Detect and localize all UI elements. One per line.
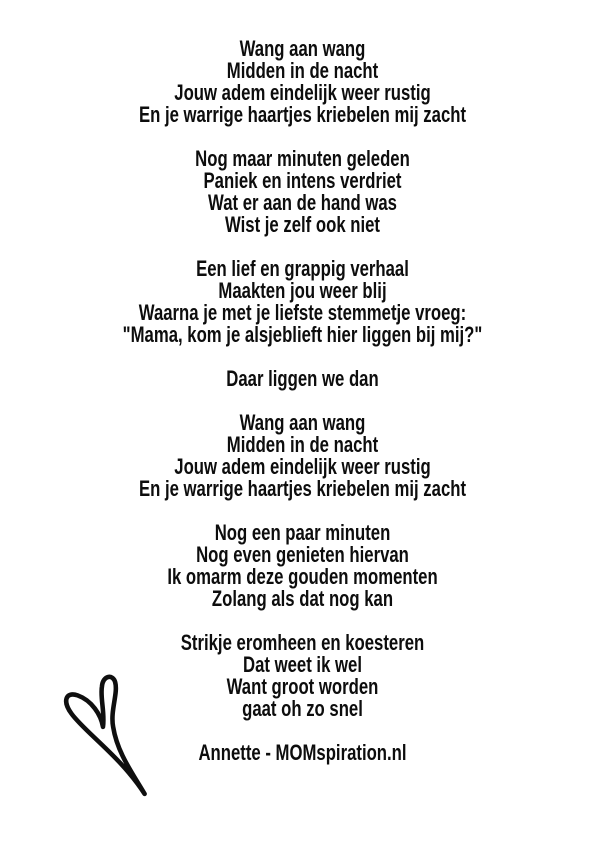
- poem-line: Wat er aan de hand was: [208, 190, 397, 215]
- signature-line: Annette - MOMspiration.nl: [198, 740, 407, 765]
- poem-line: Strikje eromheen en koesteren: [180, 630, 425, 655]
- poem-line: Een lief en grappig verhaal: [196, 256, 409, 281]
- poem-stanza-1: [73, 38, 533, 126]
- poem-line: Jouw adem eindelijk weer rustig: [174, 454, 431, 479]
- poem-line: Wang aan wang: [239, 410, 366, 435]
- poem-line: Want groot worden: [226, 674, 379, 699]
- poem-line: En je warrige haartjes kriebelen mij zacht: [138, 476, 467, 501]
- poem-line: Zolang als dat nog kan: [211, 586, 394, 611]
- poem-line: Daar liggen we dan: [226, 366, 379, 391]
- poem-line: Ik omarm deze gouden momenten: [167, 564, 438, 589]
- poem-line: gaat oh zo snel: [242, 696, 363, 721]
- poem-line: Nog even genieten hiervan: [196, 542, 409, 567]
- poem-stanza-6: [73, 522, 533, 610]
- poem: [73, 38, 533, 764]
- poem-line: "Mama, kom je alsjeblieft hier liggen bij mij?": [122, 322, 483, 347]
- poem-line: Midden in de nacht: [226, 58, 379, 83]
- poem-stanza-3: [73, 258, 533, 346]
- poem-line: Nog maar minuten geleden: [195, 146, 410, 171]
- poem-line: Maakten jou weer blij: [218, 278, 387, 303]
- poem-stanza-5: [73, 412, 533, 500]
- poem-stanza-2: [73, 148, 533, 236]
- poem-line: En je warrige haartjes kriebelen mij zacht: [138, 102, 467, 127]
- poem-line: Dat weet ik wel: [243, 652, 362, 677]
- poem-line: Wang aan wang: [239, 36, 366, 61]
- poem-line: Nog een paar minuten: [214, 520, 391, 545]
- heart-icon: [58, 670, 150, 802]
- poem-line: Paniek en intens verdriet: [203, 168, 402, 193]
- poem-line: Midden in de nacht: [226, 432, 379, 457]
- poem-line: Wist je zelf ook niet: [224, 212, 380, 237]
- poem-line: Waarna je met je liefste stemmetje vroeg:: [138, 300, 467, 325]
- poem-line: Jouw adem eindelijk weer rustig: [174, 80, 431, 105]
- poem-stanza-4: [73, 368, 533, 390]
